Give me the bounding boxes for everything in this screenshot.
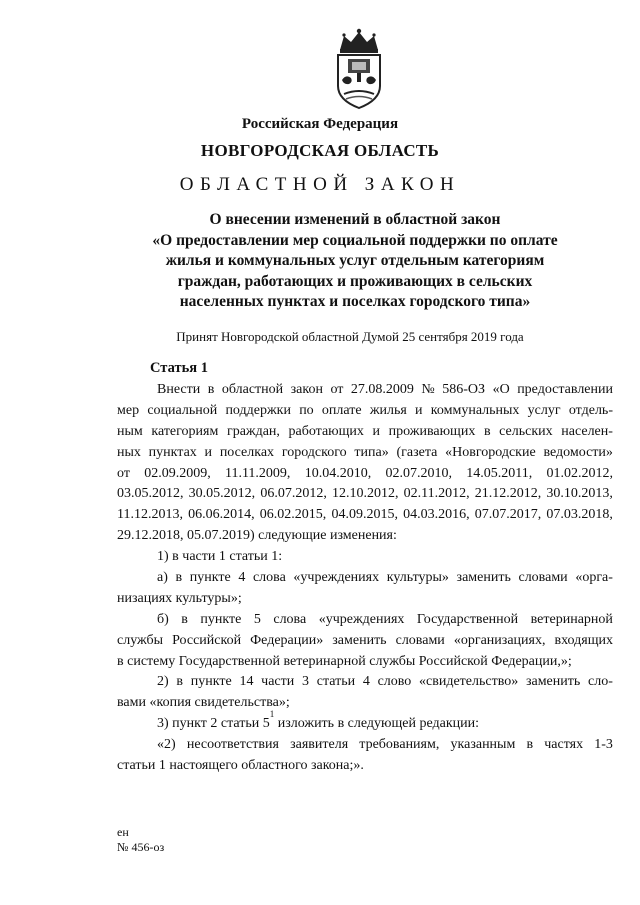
body-word: 2) [157, 674, 169, 690]
body-word: городского [281, 444, 347, 460]
body-line [117, 652, 613, 673]
law-title [110, 210, 600, 313]
body-word: пункте [189, 570, 231, 586]
body-line [117, 756, 613, 777]
body-line [117, 484, 613, 505]
body-word: словами [395, 632, 445, 648]
body-word: пункте [190, 674, 232, 690]
body-word: «учреждениях [318, 611, 405, 627]
body-word: 04.09.2015, [331, 507, 398, 523]
body-word: отдель- [568, 402, 613, 418]
body-word: поддержки [225, 402, 291, 418]
body-word: пунктах [148, 444, 197, 460]
body-word: в [176, 674, 184, 690]
body-word: указанным [450, 737, 516, 753]
body-word: ведомости» [543, 444, 613, 460]
body-word: 12.10.2012, [331, 486, 399, 502]
body-line [117, 443, 613, 464]
body-word: 06.02.2015, [259, 507, 327, 523]
body-word: типа» [354, 444, 389, 460]
body-word: «свидетельство» [419, 674, 519, 690]
body-word: закон [290, 382, 323, 397]
body-word: 30.05.2012, [188, 486, 256, 502]
body-word: «организациях, [453, 632, 546, 648]
body-word: изложить в следующей редакции: [277, 716, 480, 732]
body-word: 4 [362, 674, 370, 690]
body-word: словами [518, 570, 568, 586]
body-word: мер [117, 402, 140, 418]
body-word: культуры» [386, 570, 449, 586]
body-line [117, 547, 613, 568]
body-word: 14.05.2011, [466, 465, 533, 481]
body-word: 04.03.2016, [403, 507, 470, 523]
body-word: Внести [157, 382, 201, 397]
body-word: «орга- [575, 570, 613, 586]
body-word: поселках [219, 444, 275, 460]
body-word: ных [117, 444, 141, 460]
body-word: областной [221, 382, 284, 397]
body-word: и [372, 423, 381, 439]
body-word: слова [273, 611, 307, 627]
body-word: заявителя [290, 737, 349, 753]
body-word: «учреждениях [293, 570, 380, 586]
body-word: 01.02.2012, [546, 465, 613, 481]
document-number: № 456-оз [117, 840, 165, 854]
body-word: сло- [588, 674, 613, 690]
body-word: 07.07.2017, [474, 507, 542, 523]
body-word: Федерации» [250, 632, 324, 648]
body-word: оплате [321, 402, 362, 418]
body-word: пункте [200, 611, 242, 627]
article-superscript: 1 [269, 709, 275, 720]
body-word: заменить [456, 570, 511, 586]
body-word: и [204, 444, 213, 460]
body-word: в [483, 423, 491, 439]
body-word: статьи [316, 674, 356, 690]
body-word: по [299, 402, 314, 418]
body-word: б) [157, 611, 169, 627]
body-word: (газета [396, 444, 438, 460]
body-word: предоставлении [517, 382, 613, 397]
body-word: ветеринарной [530, 611, 613, 627]
body-word: граждан, [226, 423, 280, 439]
body-word: 29.12.2018, 05.07.2019) следующие изменения: [117, 528, 397, 544]
body-word: 11.11.2009, [224, 465, 291, 481]
body-word: работающих [288, 423, 364, 439]
body-word: частях [544, 737, 584, 753]
body-word: сельских [499, 423, 553, 439]
body-word: проживающих [388, 423, 476, 439]
body-word: «Новгородские [445, 444, 536, 460]
body-word: социальной [147, 402, 218, 418]
body-word: заменить [332, 632, 387, 648]
body-word: Российской [172, 632, 242, 648]
body-line [117, 401, 613, 422]
body-word: низациях культуры»; [117, 590, 242, 606]
body-word: входящих [554, 632, 613, 648]
body-word: 21.12.2012, [474, 486, 542, 502]
body-line [117, 735, 613, 756]
author-initials: ен [117, 825, 129, 839]
body-word: 3) пункт 2 статьи 5 [157, 716, 270, 732]
body-word: ным [117, 423, 143, 439]
article-body [117, 380, 613, 777]
body-word: а) [157, 570, 168, 586]
body-word: части [261, 674, 295, 690]
body-word: в систему Государственной ветеринарной службы Российской Федерации,»; [117, 653, 572, 669]
body-line [117, 610, 613, 631]
body-line [117, 422, 613, 443]
body-word: 3 [302, 674, 309, 690]
article-heading: Статья 1 [150, 360, 208, 376]
body-line [117, 709, 613, 735]
adoption-note: Принят Новгородской областной Думой 25 сентября 2019 года [176, 329, 524, 344]
body-word: слова [252, 570, 286, 586]
body-word: 02.09.2009, [144, 465, 211, 481]
body-word: в [526, 737, 534, 753]
body-word: 10.04.2010, [304, 465, 372, 481]
document-footer [117, 825, 164, 855]
body-word: Государственной [416, 611, 519, 627]
body-word: 586-ОЗ [442, 382, 486, 397]
law-title-line: О внесении изменений в областной закон [209, 211, 501, 228]
body-word: жилья [369, 402, 407, 418]
body-word: «2) [157, 737, 176, 753]
body-word: № [421, 382, 435, 397]
body-line [117, 380, 613, 401]
body-line [117, 464, 613, 485]
body-word: услуг [527, 402, 561, 418]
body-word: населен- [561, 423, 613, 439]
body-word: коммунальных [430, 402, 520, 418]
body-word: 07.03.2018, [546, 507, 613, 523]
body-word: от [330, 382, 344, 397]
body-word: 03.05.2012, [117, 486, 184, 502]
body-word: 11.12.2013, [117, 507, 183, 523]
body-line [117, 672, 613, 693]
law-title-line: граждан, работающих и проживающих в сельских [177, 272, 533, 290]
body-word: 5 [253, 611, 261, 627]
body-word: в [207, 382, 215, 397]
body-word: несоответствия [186, 737, 279, 753]
law-title-line: жилья и коммунальных услуг отдельным категориям [165, 252, 545, 269]
body-word: 14 [239, 674, 254, 690]
country-heading: Российская Федерация [241, 116, 399, 132]
body-line [117, 568, 613, 589]
body-word: «О [492, 382, 510, 397]
coat-of-arms-icon [326, 28, 392, 110]
body-word: в [175, 570, 183, 586]
body-word: слово [377, 674, 412, 690]
body-word: 1-3 [594, 737, 613, 753]
body-word: 30.10.2013, [546, 486, 613, 502]
body-word: 4 [238, 570, 246, 586]
body-word: и [415, 402, 423, 418]
body-word: заменить [525, 674, 581, 690]
body-word: 27.08.2009 [350, 382, 414, 397]
body-word: 06.06.2014, [188, 507, 255, 523]
body-word: статьи 1 настоящего областного закона;». [117, 758, 364, 774]
body-word: требованиям, [359, 737, 440, 753]
document-type: ОБЛАСТНОЙ ЗАКОН [179, 174, 461, 195]
body-word: службы [117, 632, 164, 648]
body-word: от [117, 465, 130, 481]
body-word: 06.07.2012, [260, 486, 327, 502]
region-heading: НОВГОРОДСКАЯ ОБЛАСТЬ [200, 141, 440, 160]
body-word: вами «копия свидетельства»; [117, 695, 290, 711]
body-word: 02.07.2010, [385, 465, 452, 481]
body-word: в [181, 611, 188, 627]
body-word: 1) в части 1 статьи 1: [157, 549, 283, 565]
law-title-line: населенных пунктах и поселках городского типа» [179, 293, 531, 310]
body-line [117, 526, 613, 547]
body-word: категориям [151, 423, 219, 439]
body-line [117, 505, 613, 526]
body-word: 02.11.2012, [403, 486, 470, 502]
body-line [117, 589, 613, 610]
law-title-line: «О предоставлении мер социальной поддержки по оплате [152, 231, 558, 249]
body-line [117, 693, 613, 714]
body-line [117, 631, 613, 652]
